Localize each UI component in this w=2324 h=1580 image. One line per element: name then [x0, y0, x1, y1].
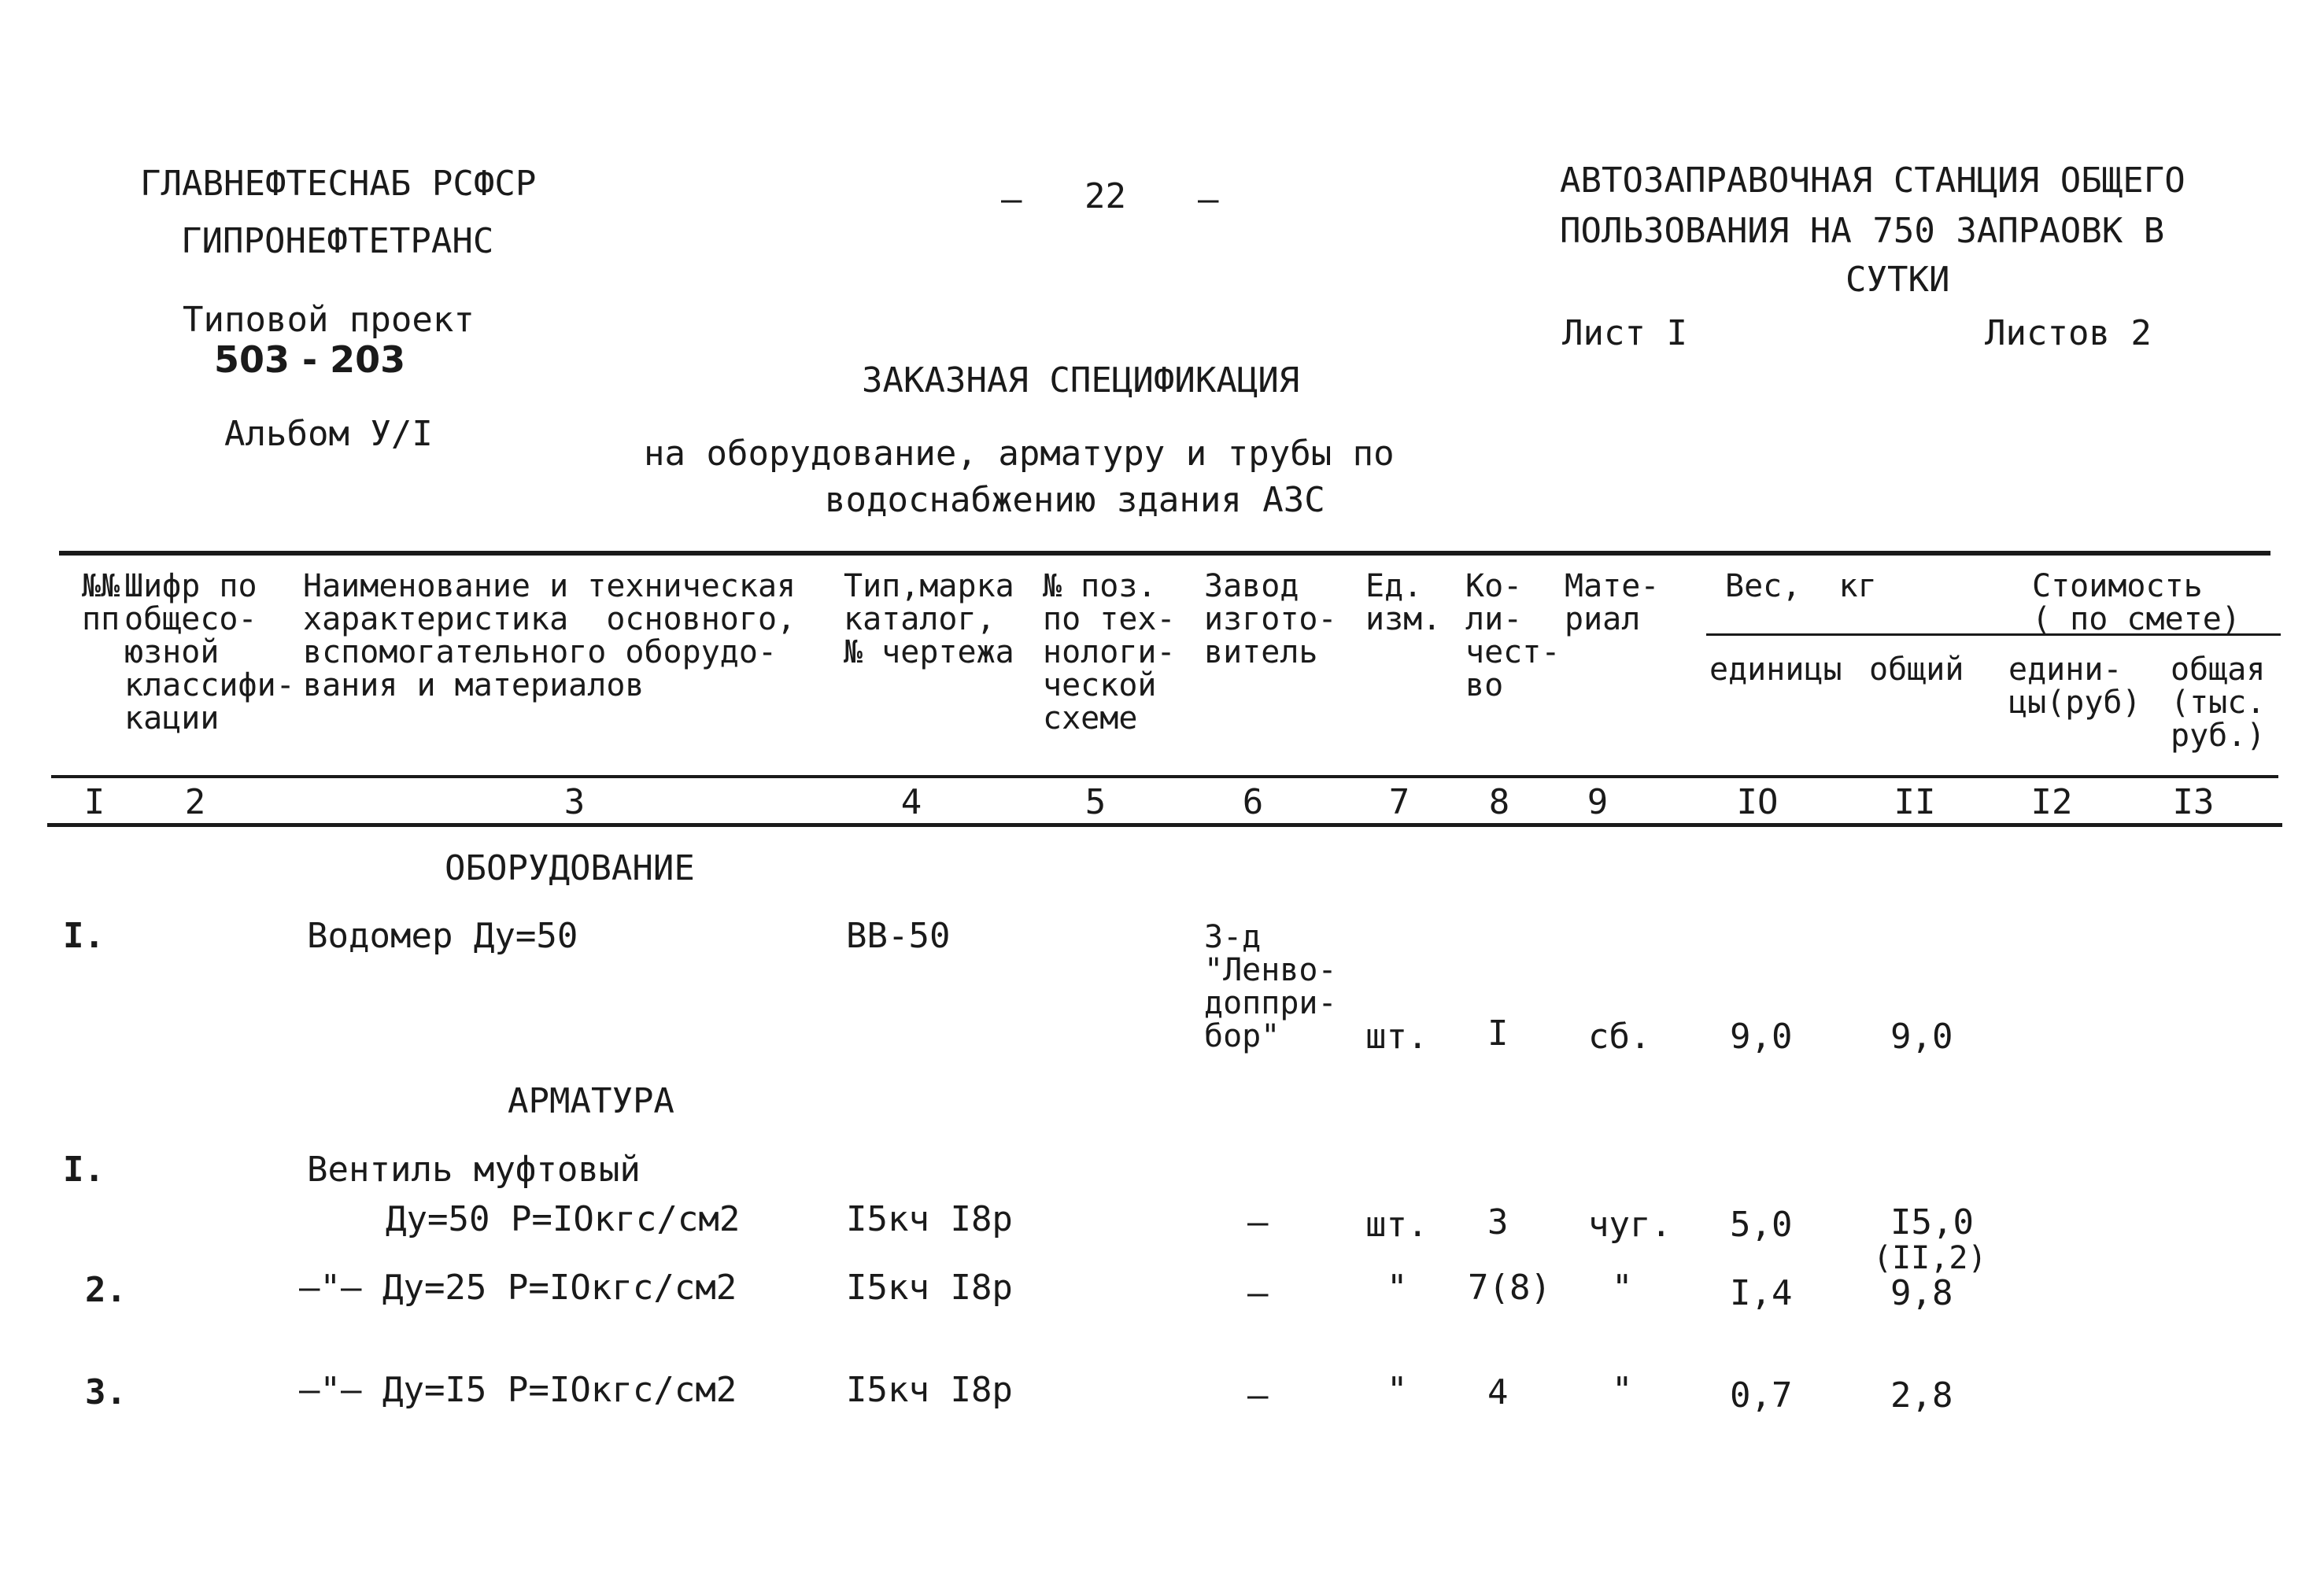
header-bottom-rule [51, 775, 2278, 778]
item-quantity: 3 [1487, 1202, 1509, 1242]
col-number: 3 [563, 782, 586, 822]
item-unit: " [1387, 1370, 1408, 1410]
page-dash-right: – [1198, 179, 1219, 220]
row-number: 3. [85, 1372, 127, 1412]
item-unit: " [1387, 1268, 1408, 1308]
item-weight-total: I5,0 [1890, 1202, 1974, 1242]
col-header-cost: Стоимость ( по смете) [2032, 568, 2241, 637]
object-title-line-2: ПОЛЬЗОВАНИЯ НА 750 ЗАПРАОВК В [1560, 211, 2165, 251]
object-title-line-1: АВТОЗАПРАВОЧНАЯ СТАНЦИЯ ОБЩЕГО [1560, 161, 2185, 201]
col-number: IO [1736, 782, 1779, 822]
item-type: ВВ-50 [846, 916, 951, 956]
item-quantity: 4 [1487, 1372, 1509, 1412]
item-weight-note: (II,2) [1873, 1240, 1987, 1276]
col-number: I [83, 782, 105, 822]
item-material: чуг. [1588, 1205, 1672, 1245]
item-weight-total: 9,8 [1890, 1273, 1953, 1313]
col-number: I2 [2030, 782, 2073, 822]
col-header-cost-total: общая (тыс. руб.) [2171, 652, 2266, 754]
item-material: " [1612, 1268, 1633, 1308]
item-type: I5кч I8р [846, 1370, 1013, 1410]
project-number: 503 - 203 [214, 338, 406, 381]
col-header-weight-unit: единицы [1709, 652, 1842, 688]
item-weight-unit: 0,7 [1730, 1375, 1793, 1416]
col-header-unit: Ед. изм. [1365, 568, 1442, 637]
row-number: 2. [85, 1270, 127, 1310]
item-manufacturer: – [1247, 1273, 1269, 1313]
sheets-total: Листов 2 [1985, 313, 2152, 353]
col-number: 6 [1242, 782, 1264, 822]
item-unit: шт. [1365, 1205, 1428, 1245]
col-number: 4 [900, 782, 922, 822]
item-weight-unit: 9,0 [1730, 1017, 1793, 1057]
document-subtitle-1: на оборудование, арматуру и трубы по [644, 434, 1395, 474]
item-quantity: I [1487, 1013, 1509, 1054]
col-header-cost-unit: едини- цы(руб) [2008, 652, 2141, 721]
col-header-manufacturer: Завод изгото- витель [1204, 568, 1337, 670]
object-title-line-3: СУТКИ [1846, 260, 1950, 300]
document-subtitle-2: водоснабжению здания АЗС [825, 480, 1325, 520]
table-top-rule [59, 551, 2270, 556]
item-manufacturer: – [1247, 1202, 1269, 1242]
col-number: II [1894, 782, 1936, 822]
item-weight-total: 9,0 [1890, 1017, 1953, 1057]
item-weight-total: 2,8 [1890, 1375, 1953, 1416]
col-header-weight: Вес, кг [1725, 568, 1877, 604]
item-type: I5кч I8р [846, 1199, 1013, 1239]
album-label: Альбом У/I [224, 414, 433, 454]
item-unit: шт. [1365, 1017, 1428, 1057]
col-header-code: Шифр по общесо- юзной классифи- кации [124, 568, 295, 736]
page-dash-left: – [1001, 179, 1022, 220]
item-material: сб. [1588, 1017, 1651, 1057]
item-name: –"– Ду=I5 Р=IOкгс/см2 [299, 1370, 737, 1410]
item-name: Вентиль муфтовый [307, 1150, 641, 1190]
row-number: I. [63, 916, 105, 956]
item-name-detail: Ду=50 Р=IOкгс/см2 [386, 1199, 741, 1239]
item-material: " [1612, 1370, 1633, 1410]
col-number: 5 [1084, 782, 1107, 822]
col-header-quantity: Ко- ли- чест- во [1465, 568, 1561, 703]
section-equipment: ОБОРУДОВАНИЕ [445, 848, 695, 888]
col-number: 9 [1587, 782, 1609, 822]
col-number: 2 [184, 782, 206, 822]
col-number: I3 [2172, 782, 2215, 822]
page-number: 22 [1084, 176, 1126, 216]
org-name-1: ГЛАВНЕФТЕСНАБ РСФСР [140, 164, 537, 204]
item-type: I5кч I8р [846, 1268, 1013, 1308]
item-weight-unit: 5,0 [1730, 1205, 1793, 1245]
col-header-material: Мате- риал [1565, 568, 1660, 637]
col-header-type: Тип,марка каталог, № чертежа [844, 568, 1014, 670]
col-number: 7 [1388, 782, 1410, 822]
item-manufacturer: – [1247, 1375, 1269, 1416]
document-title: ЗАКАЗНАЯ СПЕЦИФИКАЦИЯ [862, 360, 1300, 401]
sheet-number: Лист I [1562, 313, 1687, 353]
col-header-position: № поз. по тех- нологи- ческой схеме [1043, 568, 1176, 736]
row-number: I. [63, 1150, 105, 1190]
item-quantity: 7(8) [1468, 1268, 1551, 1308]
item-manufacturer: З-д "Ленво- доппри- бор" [1204, 919, 1337, 1054]
col-header-number: №№ пп [82, 568, 120, 637]
col-header-name: Наименование и техническая характеристика основного, вспомогательного оборудо- вания и материалов [303, 568, 796, 703]
item-weight-unit: I,4 [1730, 1273, 1793, 1313]
col-header-weight-total: общий [1869, 652, 1964, 688]
item-name: –"– Ду=25 Р=IOкгс/см2 [299, 1268, 737, 1308]
col-number: 8 [1488, 782, 1510, 822]
item-name: Водомер Ду=50 [307, 916, 578, 956]
org-name-2: ГИПРОНЕФТЕТРАНС [181, 221, 494, 261]
numbers-bottom-rule [47, 823, 2282, 827]
section-fittings: АРМАТУРА [508, 1081, 674, 1121]
project-label: Типовой проект [183, 300, 475, 340]
